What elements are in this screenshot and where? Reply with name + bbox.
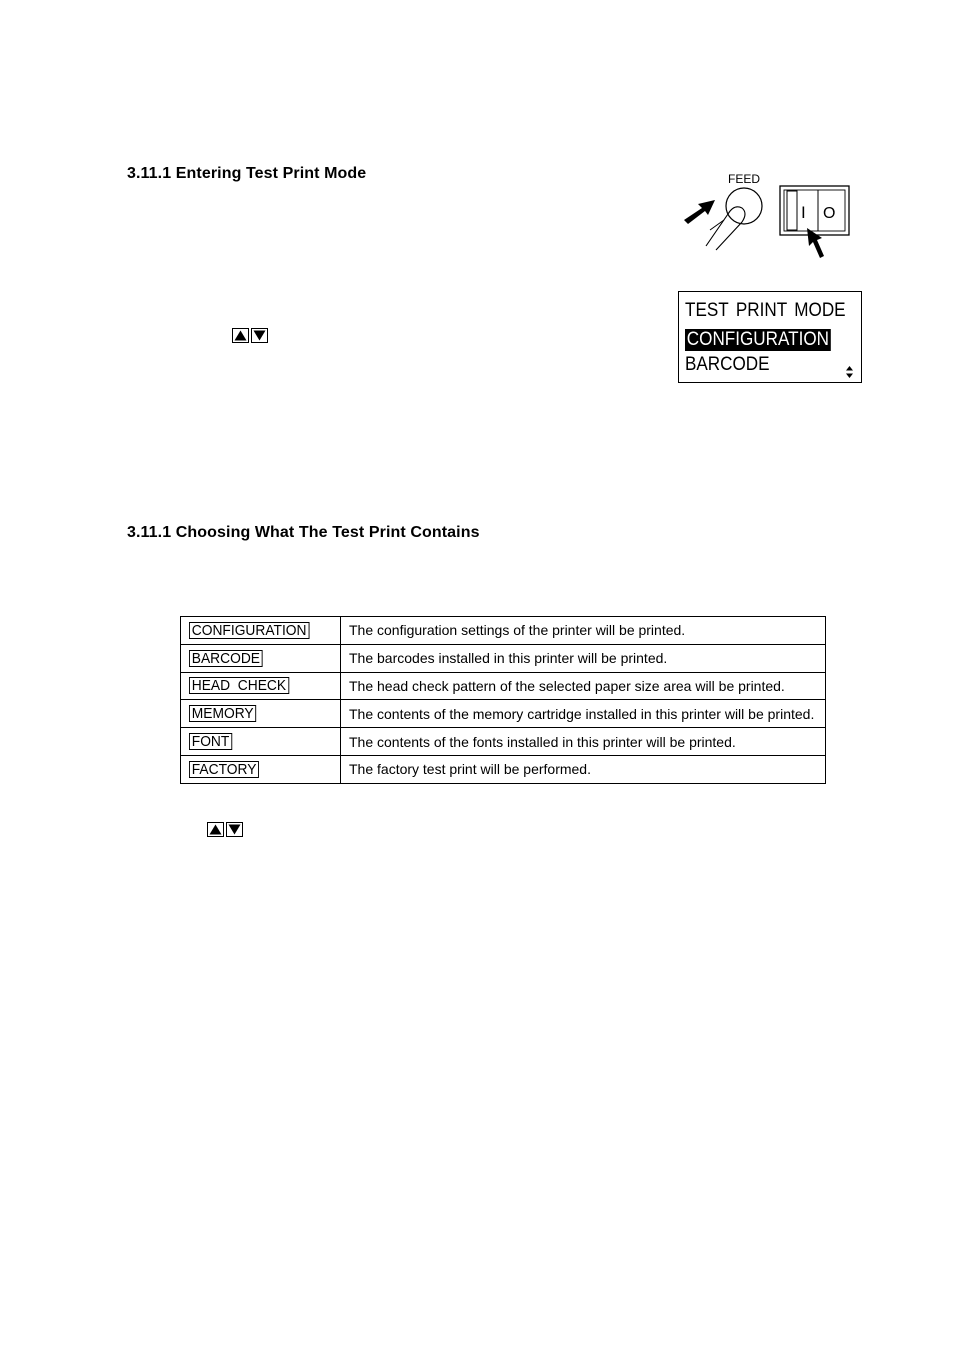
mode-name: CONFIGURATION — [189, 622, 309, 639]
feed-power-illustration — [680, 170, 855, 262]
mode-name: MEMORY — [189, 705, 256, 722]
updown-arrows-icon — [846, 366, 853, 378]
down-triangle-icon — [226, 822, 243, 837]
lcd-display — [678, 291, 862, 383]
up-down-keys — [232, 328, 268, 343]
mode-description: The factory test print will be performed. — [341, 755, 826, 783]
up-down-keys-2 — [207, 822, 243, 837]
switch-off-label: O — [823, 205, 836, 222]
mode-name: HEAD CHECK — [189, 677, 289, 694]
test-print-mode-table — [180, 616, 826, 784]
table-row — [181, 617, 826, 645]
mode-description: The barcodes installed in this printer will be printed. — [341, 644, 826, 672]
lcd-title: TEST PRINT MODE — [685, 300, 846, 321]
mode-description: The contents of the fonts installed in this printer will be printed. — [341, 728, 826, 756]
table-row — [181, 672, 826, 700]
down-triangle-icon — [251, 328, 268, 343]
mode-name: BARCODE — [189, 650, 263, 667]
up-triangle-icon — [207, 822, 224, 837]
mode-name: FACTORY — [189, 761, 259, 778]
arrow-to-switch-icon — [807, 228, 824, 258]
lcd-next-item: BARCODE — [685, 354, 770, 375]
power-switch-frame — [780, 186, 849, 235]
mode-name: FONT — [189, 733, 232, 750]
mode-description: The head check pattern of the selected paper size area will be printed. — [341, 672, 826, 700]
table-row — [181, 755, 826, 783]
mode-description: The configuration settings of the printer will be printed. — [341, 617, 826, 645]
table-row — [181, 700, 826, 728]
feed-label: FEED — [728, 172, 761, 186]
lcd-selected-item: CONFIGURATION — [686, 329, 829, 350]
section-heading-choosing: 3.11.1 Choosing What The Test Print Contains — [127, 524, 480, 541]
section-heading-entering: 3.11.1 Entering Test Print Mode — [127, 165, 367, 182]
switch-on-label: I — [801, 203, 806, 222]
mode-description: The contents of the memory cartridge installed in this printer will be printed. — [341, 700, 826, 728]
table-row — [181, 644, 826, 672]
up-triangle-icon — [232, 328, 249, 343]
arrow-to-feed-icon — [684, 200, 715, 224]
table-row — [181, 728, 826, 756]
